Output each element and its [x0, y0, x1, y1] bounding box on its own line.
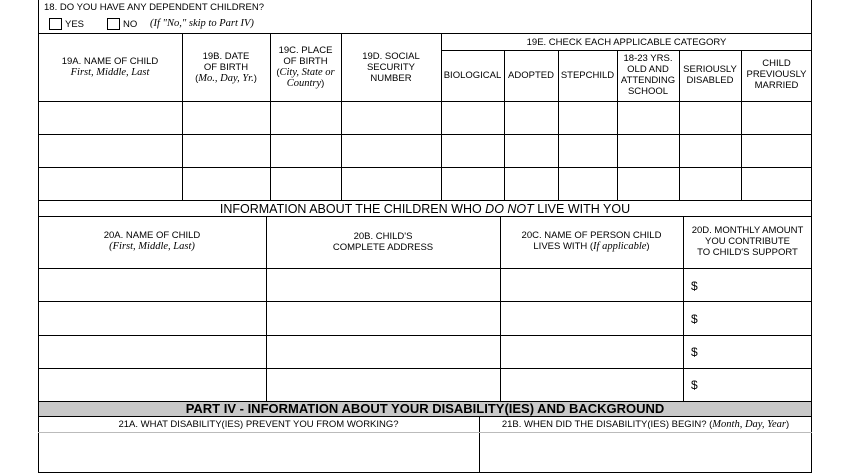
col-19a-header: 19A. NAME OF CHILD First, Middle, Last — [61, 56, 159, 78]
divider — [38, 200, 812, 201]
col-19e-title: 19E. CHECK EACH APPLICABLE CATEGORY — [526, 37, 727, 48]
col-stepchild-header: STEPCHILD — [560, 70, 615, 81]
divider — [38, 167, 812, 168]
divider — [38, 33, 812, 34]
yes-label: YES — [65, 19, 85, 30]
col-19b-header: 19B. DATE OF BIRTH (Mo., Day, Yr.) — [195, 51, 257, 84]
divider — [441, 50, 812, 51]
col-20a-header: 20A. NAME OF CHILD (First, Middle, Last) — [103, 230, 201, 252]
divider — [38, 134, 812, 135]
divider — [38, 216, 812, 217]
no-label: NO — [123, 19, 138, 30]
part4-title: PART IV - INFORMATION ABOUT YOUR DISABILITY(IES) AND BACKGROUND — [39, 402, 811, 416]
col-disabled-header: SERIOUSLY DISABLED — [683, 64, 737, 86]
q18-question: 18. DO YOU HAVE ANY DEPENDENT CHILDREN? — [44, 2, 264, 13]
col-married-header: CHILD PREVIOUSLY MARRIED — [746, 58, 807, 91]
divider — [441, 33, 442, 200]
no-checkbox[interactable] — [107, 18, 120, 30]
divider — [38, 101, 812, 102]
info-heading: INFORMATION ABOUT THE CHILDREN WHO DO NOT LIVE WITH YOU — [219, 202, 631, 216]
q21a-label: 21A. WHAT DISABILITY(IES) PREVENT YOU FROM WORKING? — [118, 419, 399, 430]
divider — [38, 268, 812, 269]
divider — [38, 301, 812, 302]
divider — [38, 416, 812, 417]
divider — [38, 432, 812, 433]
yes-checkbox[interactable] — [49, 18, 62, 30]
col-20b-header: 20B. CHILD'S COMPLETE ADDRESS — [332, 231, 434, 253]
q21b-label: 21B. WHEN DID THE DISABILITY(IES) BEGIN? (Month, Day, Year) — [501, 419, 790, 430]
col-20c-header: 20C. NAME OF PERSON CHILD LIVES WITH (If applicable) — [521, 230, 662, 252]
col-attending-header: 18-23 YRS. OLD AND ATTENDING SCHOOL — [620, 53, 676, 97]
col-19c-header: 19C. PLACE OF BIRTH (City, State or Country) — [276, 45, 335, 89]
col-biological-header: BIOLOGICAL — [443, 70, 502, 81]
currency-symbol: $ — [691, 378, 698, 392]
divider — [38, 335, 812, 336]
currency-symbol: $ — [691, 345, 698, 359]
q18-hint: (If "No," skip to Part IV) — [150, 18, 254, 29]
col-19d-header: 19D. SOCIAL SECURITY NUMBER — [362, 51, 420, 84]
col-adopted-header: ADOPTED — [508, 70, 554, 81]
col-20d-header: 20D. MONTHLY AMOUNT YOU CONTRIBUTE TO CHILD'S SUPPORT — [691, 225, 804, 258]
currency-symbol: $ — [691, 279, 698, 293]
divider — [38, 368, 812, 369]
currency-symbol: $ — [691, 312, 698, 326]
